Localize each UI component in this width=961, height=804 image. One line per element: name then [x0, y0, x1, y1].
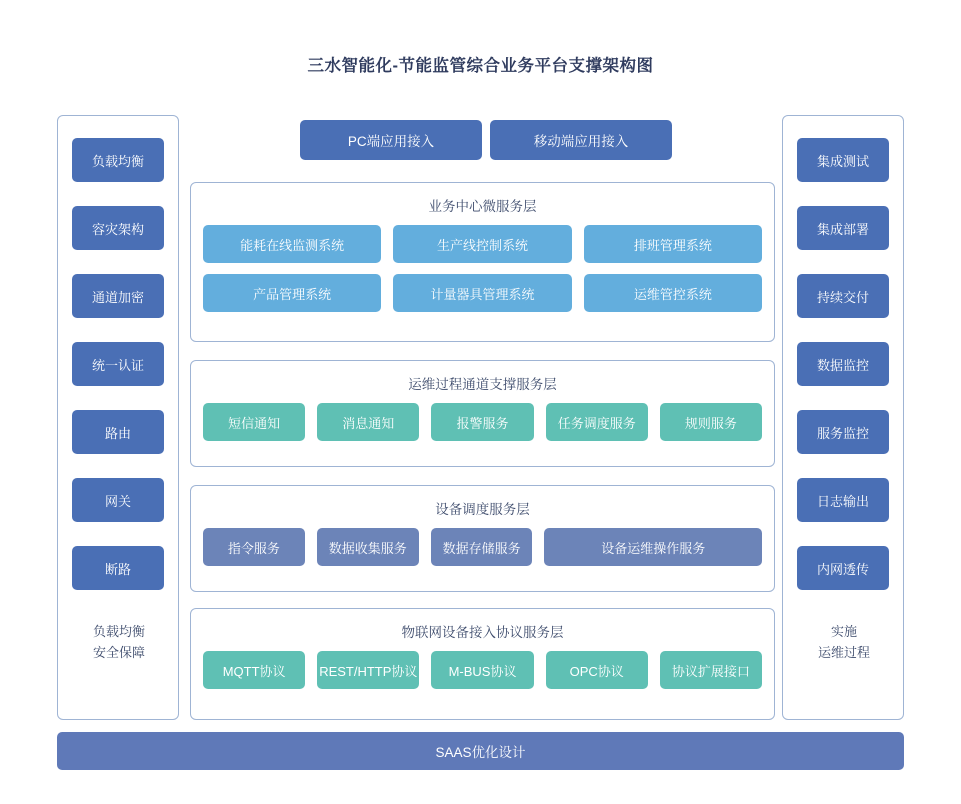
layer-business-row-2: [203, 274, 762, 312]
right-item-3[interactable]: 数据监控: [797, 342, 889, 386]
right-item-1[interactable]: 集成部署: [797, 206, 889, 250]
layer-ops-row-1: [203, 403, 762, 441]
layer-iot-protocol: [190, 608, 775, 720]
chip-sms-notification[interactable]: 短信通知: [203, 403, 305, 441]
page-title: 三水智能化-节能监管综合业务平台支撑架构图: [307, 57, 654, 75]
chip-product-management[interactable]: 产品管理系统: [203, 274, 381, 312]
left-panel-footer: [58, 621, 180, 663]
chip-message-notification[interactable]: 消息通知: [317, 403, 419, 441]
left-item-1[interactable]: 容灾架构: [72, 206, 164, 250]
chip-command-service[interactable]: 指令服务: [203, 528, 305, 566]
chip-shift-management[interactable]: 排班管理系统: [584, 225, 762, 263]
right-panel-footer: [783, 621, 905, 663]
right-footer-line1: 实施: [830, 624, 857, 639]
right-item-2[interactable]: 持续交付: [797, 274, 889, 318]
chip-task-scheduling-service[interactable]: 任务调度服务: [546, 403, 648, 441]
chip-opc-protocol[interactable]: OPC协议: [546, 651, 648, 689]
chip-data-collection-service[interactable]: 数据收集服务: [317, 528, 419, 566]
chip-mbus-protocol[interactable]: M-BUS协议: [431, 651, 533, 689]
chip-rest-http-protocol[interactable]: REST/HTTP协议: [317, 651, 419, 689]
chip-protocol-extension-interface[interactable]: 协议扩展接口: [660, 651, 762, 689]
layer-iot-row-1: [203, 651, 762, 689]
chip-ops-control[interactable]: 运维管控系统: [584, 274, 762, 312]
left-item-6[interactable]: 断路: [72, 546, 164, 590]
right-support-panel: [782, 115, 904, 720]
pc-access-button[interactable]: PC端应用接入: [300, 120, 482, 160]
layer-business-microservices: [190, 182, 775, 342]
mobile-access-button[interactable]: 移动端应用接入: [490, 120, 672, 160]
chip-production-line-control[interactable]: 生产线控制系统: [393, 225, 571, 263]
layer-device-title: 设备调度服务层: [435, 502, 530, 517]
left-item-2[interactable]: 通道加密: [72, 274, 164, 318]
layer-device-row-1: [203, 528, 762, 566]
left-item-0[interactable]: 负载均衡: [72, 138, 164, 182]
chip-mqtt-protocol[interactable]: MQTT协议: [203, 651, 305, 689]
chip-energy-monitoring[interactable]: 能耗在线监测系统: [203, 225, 381, 263]
layer-iot-title: 物联网设备接入协议服务层: [401, 625, 564, 640]
right-item-0[interactable]: 集成测试: [797, 138, 889, 182]
chip-metering-device-management[interactable]: 计量器具管理系统: [393, 274, 571, 312]
layer-ops-channel-support: [190, 360, 775, 467]
left-footer-line2: 安全保障: [92, 645, 145, 660]
left-item-3[interactable]: 统一认证: [72, 342, 164, 386]
right-item-6[interactable]: 内网透传: [797, 546, 889, 590]
layer-ops-title: 运维过程通道支撑服务层: [408, 377, 557, 392]
left-support-panel: [57, 115, 179, 720]
layer-device-scheduling: [190, 485, 775, 592]
saas-optimization-bar: SAAS优化设计: [57, 732, 904, 770]
layer-business-title: 业务中心微服务层: [428, 199, 537, 214]
chip-rule-service[interactable]: 规则服务: [660, 403, 762, 441]
left-item-4[interactable]: 路由: [72, 410, 164, 454]
right-footer-line2: 运维过程: [817, 645, 870, 660]
chip-alarm-service[interactable]: 报警服务: [431, 403, 533, 441]
chip-device-ops-service[interactable]: 设备运维操作服务: [544, 528, 762, 566]
chip-data-storage-service[interactable]: 数据存储服务: [431, 528, 533, 566]
right-item-4[interactable]: 服务监控: [797, 410, 889, 454]
layer-business-row-1: [203, 225, 762, 263]
left-item-5[interactable]: 网关: [72, 478, 164, 522]
left-footer-line1: 负载均衡: [92, 624, 145, 639]
right-item-5[interactable]: 日志输出: [797, 478, 889, 522]
